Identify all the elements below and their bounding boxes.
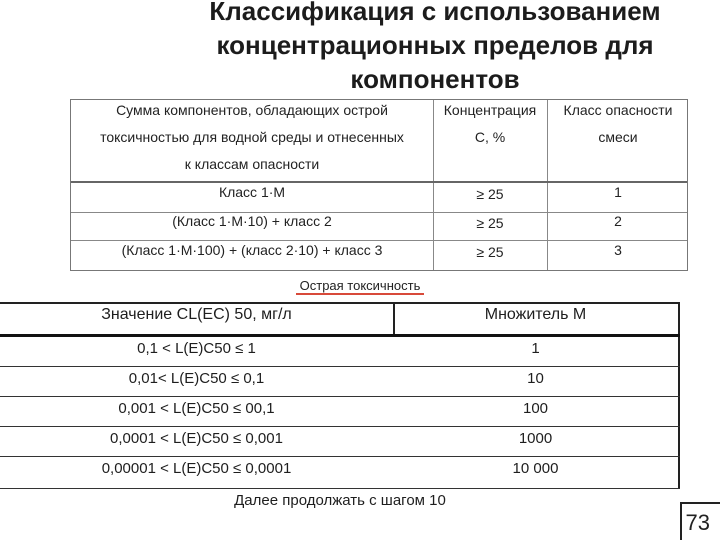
row-2-multiplier: 10 bbox=[527, 370, 544, 387]
toxicity-multiplier-table bbox=[0, 302, 680, 518]
row-divider bbox=[0, 396, 680, 397]
table-top-border bbox=[0, 302, 680, 304]
row-divider bbox=[0, 366, 680, 367]
classification-table bbox=[70, 99, 688, 271]
row-2-concentration: ≥ 25 bbox=[476, 215, 504, 231]
row-1-multiplier: 1 bbox=[531, 340, 540, 357]
slide-title bbox=[150, 0, 720, 96]
header-multiplier: Множитель M bbox=[484, 306, 587, 323]
table-footer: Далее продолжать с шагом 10 bbox=[234, 492, 446, 509]
row-5-value: 0,00001 < L(E)C50 ≤ 0,0001 bbox=[101, 460, 292, 477]
header-sum-line-2: токсичностью для водной среды и отнесенных bbox=[100, 129, 404, 145]
row-3-concentration: ≥ 25 bbox=[476, 244, 504, 260]
row-divider bbox=[0, 426, 680, 427]
row-divider bbox=[0, 488, 680, 489]
header-divider bbox=[71, 181, 687, 183]
row-1-value: 0,1 < L(E)C50 ≤ 1 bbox=[137, 340, 256, 357]
row-divider bbox=[0, 456, 680, 457]
row-3-class: 3 bbox=[614, 242, 622, 258]
row-1-sum: Класс 1·M bbox=[218, 184, 286, 200]
row-3-multiplier: 100 bbox=[522, 400, 549, 417]
title-line-1: Классификация с использованием bbox=[209, 0, 661, 26]
row-5-multiplier: 10 000 bbox=[512, 460, 559, 477]
right-border bbox=[678, 302, 680, 488]
row-3-value: 0,001 < L(E)C50 ≤ 00,1 bbox=[118, 400, 275, 417]
page-number: 73 bbox=[685, 510, 710, 535]
row-2-value: 0,01< L(E)C50 ≤ 0,1 bbox=[128, 370, 265, 387]
header-divider bbox=[0, 334, 680, 337]
row-2-class: 2 bbox=[614, 213, 622, 229]
row-3-sum: (Класс 1·M·100) + (класс 2·10) + класс 3 bbox=[121, 242, 383, 258]
header-class-line-1: Класс опасности bbox=[563, 102, 673, 118]
row-1-class: 1 bbox=[614, 184, 622, 200]
row-2-sum: (Класс 1·M·10) + класс 2 bbox=[172, 213, 332, 229]
header-concentration-line-2: С, % bbox=[474, 129, 506, 145]
row-1-concentration: ≥ 25 bbox=[476, 186, 504, 202]
caption-text: Острая токсичность bbox=[296, 278, 425, 295]
header-concentration-line-1: Концентрация bbox=[443, 102, 537, 118]
header-sum-line-1: Сумма компонентов, обладающих острой bbox=[116, 102, 388, 118]
title-line-2: концентрационных пределов для bbox=[216, 30, 654, 60]
row-4-value: 0,0001 < L(E)C50 ≤ 0,001 bbox=[110, 430, 283, 447]
table-caption bbox=[0, 278, 720, 293]
header-value: Значение CL(EC) 50, мг/л bbox=[101, 306, 292, 323]
header-class-line-2: смеси bbox=[598, 129, 638, 145]
row-divider bbox=[71, 240, 687, 241]
title-line-3: компонентов bbox=[350, 64, 520, 94]
row-4-multiplier: 1000 bbox=[518, 430, 553, 447]
header-sum-line-3: к классам опасности bbox=[184, 156, 320, 172]
